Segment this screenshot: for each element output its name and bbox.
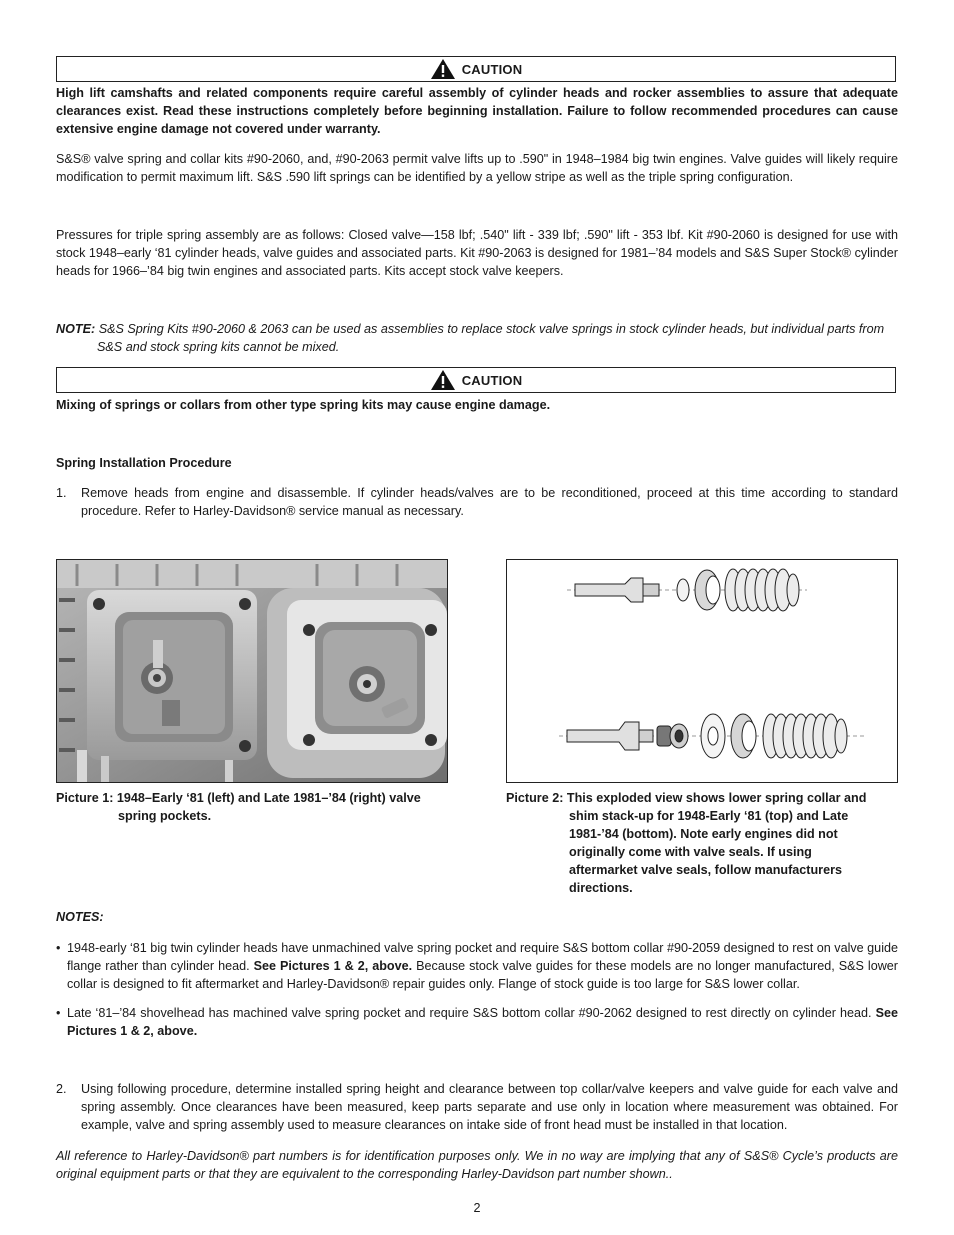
caution-banner-1: [56, 56, 896, 82]
caption-label: Picture 2:: [506, 791, 564, 805]
note-text: S&S Spring Kits #90-2060 & 2063 can be used as assemblies to replace stock valve springs in stock cylinder heads, but individual parts from S&S and stock spring kits cannot be mixed.: [97, 322, 885, 354]
caution-label: CAUTION: [461, 372, 523, 388]
step-number: 1.: [56, 486, 67, 500]
disclaimer: All reference to Harley-Davidson® part numbers is for identification purposes only. We in no way are implying that any of S&S® Cycle’s products are original equipment parts or that they are equivalent to the corresponding Harley-Davidson part number shown..: [56, 1149, 898, 1181]
intro-paragraph-2: Pressures for triple spring assembly are as follows: Closed valve—158 lbf; .540" lift - 339 lbf; .590" lift - 353 lbf. Kit #90-2060 is designed for use with stock 1948–early ‘81 cylinder heads, valve guides and associated parts. Kit #90-2063 is designed for 1981–’84 models and S&S Super Stock® cylinder heads for 1966–’84 big twin engines and associated parts. Kits accept stock valve keepers.: [56, 228, 898, 278]
note-label: NOTE:: [56, 322, 96, 336]
step-number: 2.: [56, 1082, 67, 1096]
step-text: Remove heads from engine and disassemble. If cylinder heads/valves are to be reconditioned, proceed at this time according to standard procedure. Refer to Harley-Davidson® service manual as necessary.: [81, 486, 898, 518]
bullet-reference: See Pictures 1 & 2, above.: [253, 959, 413, 973]
caption-text: This exploded view shows lower spring collar and shim stack-up for 1948-Early ‘81 (top) and Late 1981-’84 (bottom). Note early engines did not originally come with valve seals. If using aftermarket valve seals, follow manufacturers directions.: [566, 791, 867, 895]
bullet-text: Late ‘81–’84 shovelhead has machined valve spring pocket and require S&S bottom collar #90-2062 designed to rest directly on cylinder head.: [67, 1006, 876, 1020]
cylinder-heads-illustration: [57, 560, 448, 783]
caution-text-1: High lift camshafts and related components require careful assembly of cylinder heads and rocker assemblies to assure that adequate clearances exist. Read these instructions completely before beginning installation. Failure to follow recommended procedures can cause extensive engine damage not covered under warranty.: [56, 86, 898, 136]
caution-label: CAUTION: [461, 61, 523, 77]
bullet-reference: See Pictures 1 & 2, above.: [67, 1006, 898, 1038]
notes-list: [56, 939, 898, 1040]
notes-title: NOTES:: [56, 910, 104, 924]
bullet-dot: •: [56, 941, 61, 955]
procedure-title: Spring Installation Procedure: [56, 456, 232, 470]
caution-text-2: Mixing of springs or collars from other type spring kits may cause engine damage.: [56, 398, 551, 412]
list-item: [56, 939, 898, 993]
warning-icon: [430, 369, 456, 391]
bullet-dot: •: [56, 1006, 61, 1020]
intro-paragraph-1: S&S® valve spring and collar kits #90-2060, and, #90-2063 permit valve lifts up to .590" in 1948–1984 big twin engines. Valve guides will likely require modification to permit maximum lift. S&S .590 lift springs can be identified by a yellow stripe as well as the triple spring configuration.: [56, 152, 898, 184]
page-number: 2: [473, 1201, 481, 1215]
caption-text: 1948–Early ‘81 (left) and Late 1981–’84 (right) valve spring pockets.: [116, 791, 421, 823]
picture-2-caption: [506, 789, 868, 897]
note-block: [56, 320, 898, 356]
bullet-text: Because stock valve guides for these models are no longer manufactured, S&S lower collar is designed to fit aftermarket and Harley-Davidson® repair guides only. Flange of stock guide is too large for S&S lower collar.: [67, 959, 898, 991]
step-2: [56, 1080, 898, 1134]
bullet-text: 1948-early ‘81 big twin cylinder heads have unmachined valve spring pocket and require S&S bottom collar #90-2059 designed to rest on valve guide flange rather than cylinder head.: [67, 941, 898, 973]
list-item: [56, 1004, 898, 1040]
caution-banner-2: [56, 367, 896, 393]
exploded-diagram: [507, 560, 898, 783]
step-1: [56, 484, 898, 520]
caption-label: Picture 1:: [56, 791, 114, 805]
picture-1-photo: [56, 559, 448, 783]
step-text: Using following procedure, determine installed spring height and clearance between top collar/valve keepers and valve guide for each valve and spring assembly. Once clearances have been measured, keep parts separate and use only in location where measurement was obtained. For example, valve and spring assembly used to measure clearances on intake side of front head must be installed in that location.: [81, 1082, 898, 1132]
picture-1-caption: [56, 789, 456, 825]
picture-2-exploded-view: [506, 559, 898, 783]
warning-icon: [430, 58, 456, 80]
